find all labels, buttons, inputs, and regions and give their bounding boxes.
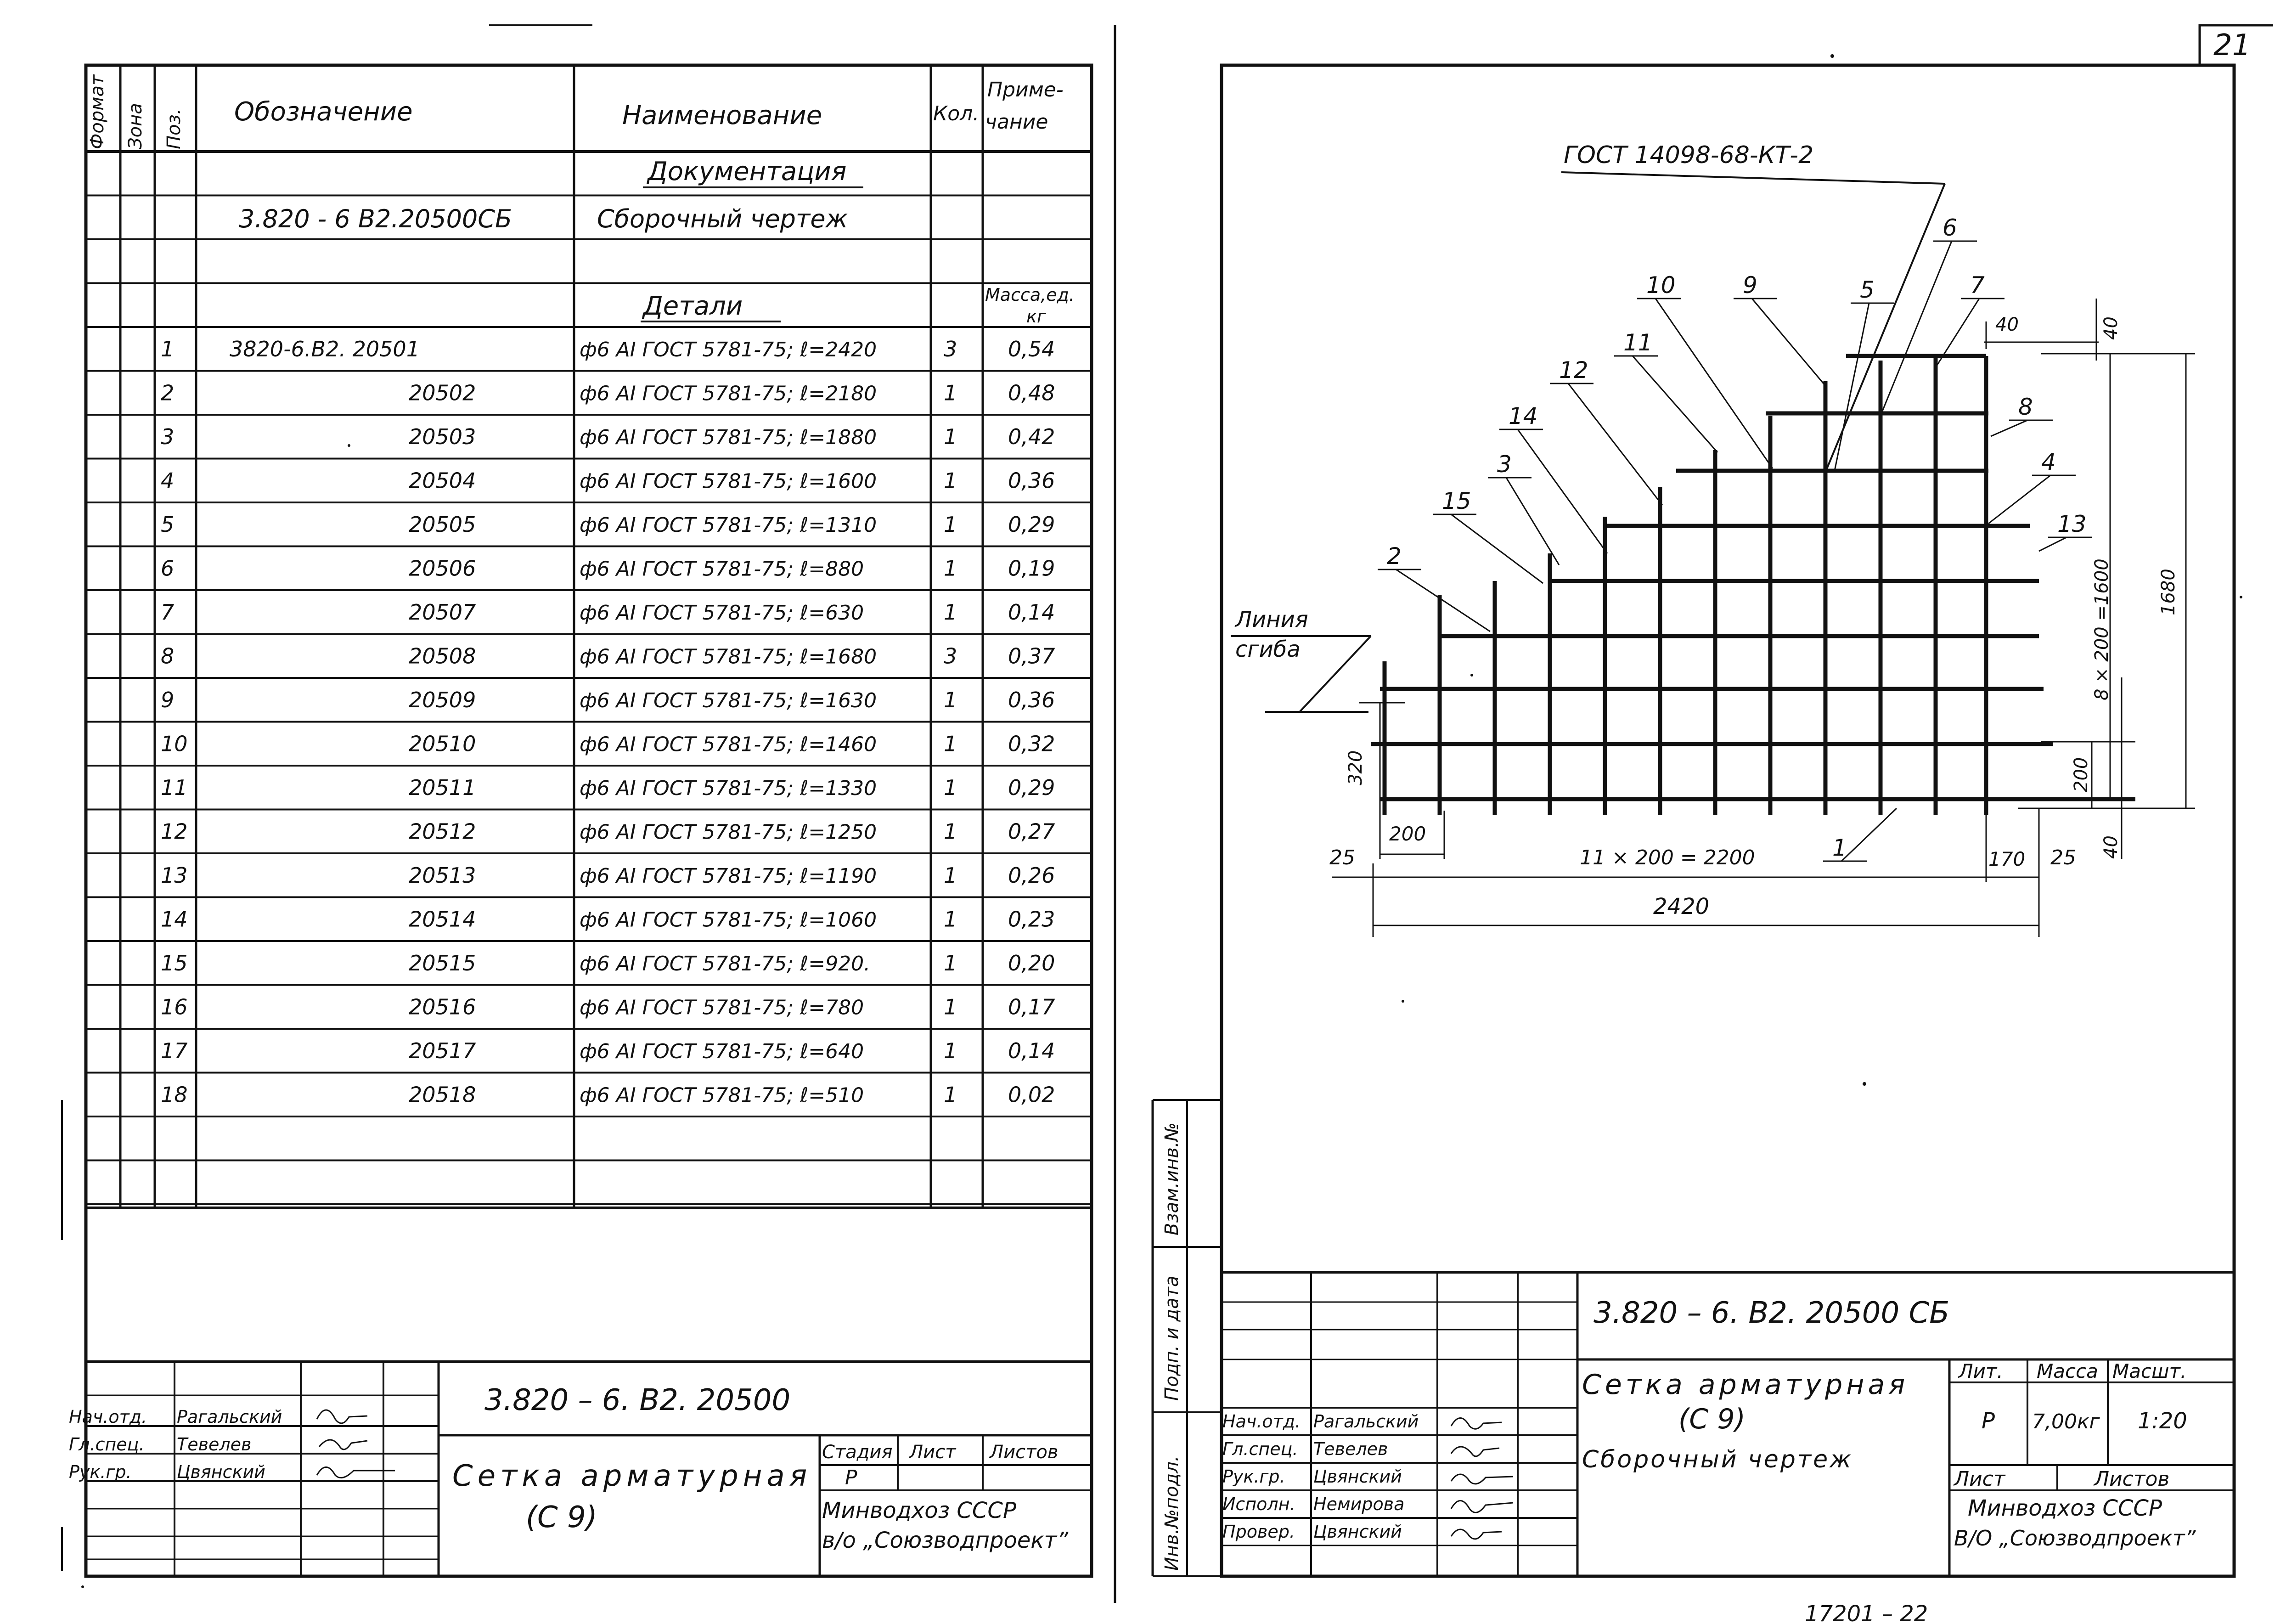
header-qty: Кол.	[933, 102, 980, 125]
right-name-3: Цвянский	[1313, 1466, 1402, 1487]
left-name-3: Цвянский	[177, 1462, 265, 1482]
stamp-sign-date: Подп. и дата	[1161, 1275, 1182, 1401]
leader-line	[1518, 429, 1607, 553]
spec-row	[161, 775, 1055, 800]
row-name: ф6 АI ГОСТ 5781-75; ℓ=2420	[580, 338, 877, 361]
row-designation: 20511	[409, 775, 476, 800]
row-mass: 0,32	[1008, 731, 1055, 756]
row-mass: 0,27	[1008, 819, 1055, 844]
position-label: 14	[1509, 403, 1538, 429]
position-label: 5	[1860, 276, 1875, 303]
row-qty: 1	[944, 775, 957, 800]
mass-header-1: Масса,ед.	[985, 285, 1075, 305]
row-pos: 11	[161, 775, 188, 800]
header-note-2: чание	[985, 110, 1048, 134]
spec-row	[161, 732, 1055, 756]
left-title-1: Сетка арматурная	[452, 1459, 812, 1493]
row-mass: 0,23	[1008, 907, 1055, 932]
right-org-2: В/О „Союзводпроект”	[1954, 1526, 2196, 1551]
left-stage-header: Стадия	[822, 1442, 893, 1463]
row-qty: 1	[944, 600, 957, 625]
spec-row	[161, 688, 1055, 712]
header-pos: Поз.	[163, 108, 185, 149]
leader-line	[1988, 475, 2050, 524]
specification-sheet	[69, 65, 1092, 1576]
position-label: 13	[2057, 511, 2087, 537]
spec-row	[161, 556, 1055, 581]
row-mass: 0,54	[1008, 337, 1055, 361]
row-mass: 0,20	[1008, 951, 1055, 976]
dim-200-bottom: 200	[1389, 823, 1426, 845]
doc-name: Сборочный чертеж	[597, 204, 848, 233]
gost-label: ГОСТ 14098-68-КТ-2	[1564, 141, 1814, 169]
row-designation: 20515	[409, 951, 476, 976]
row-name: ф6 АI ГОСТ 5781-75; ℓ=1330	[580, 777, 877, 800]
row-pos: 13	[161, 863, 188, 888]
row-qty: 1	[944, 556, 957, 581]
left-title-2: (С 9)	[526, 1500, 597, 1534]
position-label: 3	[1497, 451, 1512, 478]
stamp-inv-orig: Инв.№подл.	[1161, 1455, 1182, 1571]
header-format: Формат	[87, 74, 108, 149]
dim-25-right: 25	[2050, 846, 2076, 869]
row-name: ф6 АI ГОСТ 5781-75; ℓ=1190	[580, 864, 877, 888]
signature-2	[319, 1440, 367, 1449]
position-label: 4	[2041, 449, 2056, 475]
row-designation: 20514	[409, 907, 476, 932]
row-designation: 20516	[409, 994, 476, 1020]
right-scale: 1:20	[2138, 1408, 2187, 1434]
leader-line	[2039, 537, 2066, 551]
row-mass: 0,26	[1008, 863, 1055, 888]
row-designation: 20502	[409, 380, 476, 406]
row-pos: 12	[161, 819, 188, 844]
row-pos: 1	[161, 337, 175, 361]
row-mass: 0,14	[1008, 600, 1055, 625]
row-qty: 3	[944, 643, 957, 669]
row-qty: 1	[944, 1082, 957, 1107]
dim-8x200: 8 × 200 =1600	[2091, 558, 2112, 700]
row-designation: 20513	[409, 863, 476, 888]
dim-40-bottom: 40	[2100, 835, 2122, 859]
spec-row	[161, 512, 1055, 537]
spec-row	[161, 424, 1055, 449]
position-label: 6	[1943, 214, 1957, 241]
leader-line	[1451, 514, 1543, 583]
right-signature-5	[1451, 1529, 1502, 1539]
mass-header-2: кг	[1026, 306, 1046, 327]
position-label: 2	[1387, 543, 1402, 570]
row-mass: 0,29	[1008, 512, 1055, 537]
row-designation: 20505	[409, 512, 476, 537]
position-label: 12	[1559, 357, 1588, 383]
position-label: 10	[1646, 272, 1676, 299]
row-mass: 0,37	[1008, 643, 1055, 669]
drawing-frame	[1222, 65, 2234, 1576]
right-role-1: Нач.отд.	[1222, 1411, 1301, 1432]
right-title-2: (С 9)	[1678, 1403, 1745, 1435]
row-mass: 0,48	[1008, 380, 1055, 406]
leader-line	[1991, 420, 2027, 436]
spec-row	[161, 819, 1055, 844]
row-mass: 0,29	[1008, 775, 1055, 800]
right-name-2: Тевелев	[1313, 1439, 1388, 1459]
right-signature-1	[1451, 1418, 1502, 1429]
row-designation: 3820-6.В2. 20501	[230, 337, 420, 361]
left-role-1: Нач.отд.	[69, 1407, 147, 1427]
position-label: 9	[1743, 272, 1757, 299]
leader-line	[1506, 478, 1559, 565]
row-qty: 1	[944, 424, 957, 449]
row-name: ф6 АI ГОСТ 5781-75; ℓ=1600	[580, 469, 877, 493]
section-documentation: Документация	[648, 157, 847, 186]
spec-row	[161, 644, 1055, 669]
spec-row	[161, 995, 1055, 1020]
spec-row	[161, 468, 1055, 493]
row-name: ф6 АI ГОСТ 5781-75; ℓ=1880	[580, 426, 877, 449]
header-name: Наименование	[622, 101, 822, 130]
row-qty: 1	[944, 907, 957, 932]
doc-designation: 3.820 - 6 В2.20500СБ	[239, 204, 512, 233]
page-number: 21	[2213, 28, 2251, 62]
header-designation: Обозначение	[234, 97, 413, 127]
leader-line	[1396, 570, 1490, 632]
left-name-2: Тевелев	[177, 1434, 252, 1455]
position-label: 15	[1442, 488, 1471, 514]
row-qty: 1	[944, 688, 957, 712]
right-code: 3.820 – 6. В2. 20500 СБ	[1593, 1296, 1950, 1330]
row-mass: 0,42	[1008, 424, 1055, 449]
right-title-block	[1222, 1272, 2234, 1576]
position-label: 11	[1623, 329, 1653, 356]
right-signature-2	[1451, 1447, 1499, 1456]
row-name: ф6 АI ГОСТ 5781-75; ℓ=1460	[580, 733, 877, 756]
row-qty: 3	[944, 337, 957, 361]
row-mass: 0,17	[1008, 994, 1055, 1020]
row-qty: 1	[944, 468, 957, 493]
leader-line	[1841, 808, 1897, 861]
right-title-1: Сетка арматурная	[1582, 1369, 1909, 1401]
signature-1	[317, 1410, 367, 1423]
left-org-1: Минводхоз СССР	[822, 1498, 1016, 1523]
row-pos: 6	[161, 556, 175, 581]
left-role-3: Рук.гр.	[69, 1462, 132, 1482]
leader-line	[1655, 299, 1773, 468]
spec-row	[161, 863, 1055, 888]
left-sheets-header: Листов	[990, 1442, 1059, 1463]
row-pos: 14	[161, 907, 188, 932]
right-title-3: Сборочный чертеж	[1582, 1446, 1853, 1473]
row-qty: 1	[944, 512, 957, 537]
row-name: ф6 АI ГОСТ 5781-75; ℓ=880	[580, 557, 864, 581]
right-sheet-header: Лист	[1954, 1467, 2005, 1491]
right-mass-header: Масса	[2037, 1360, 2098, 1382]
dim-2420: 2420	[1653, 894, 1710, 919]
leader-line	[1835, 303, 1869, 471]
row-name: ф6 АI ГОСТ 5781-75; ℓ=2180	[580, 382, 877, 406]
row-pos: 2	[161, 380, 175, 406]
right-lit: Р	[1982, 1408, 1995, 1434]
left-org-2: в/о „Союзводпроект”	[822, 1528, 1069, 1553]
row-name: ф6 АI ГОСТ 5781-75; ℓ=1060	[580, 908, 877, 932]
right-signature-3	[1451, 1474, 1513, 1484]
row-qty: 1	[944, 819, 957, 844]
row-designation: 20504	[409, 468, 476, 493]
row-designation: 20510	[409, 731, 476, 756]
spec-row	[161, 337, 1055, 361]
right-role-5: Провер.	[1222, 1522, 1295, 1542]
row-name: ф6 АI ГОСТ 5781-75; ℓ=640	[580, 1040, 864, 1063]
row-name: ф6 АI ГОСТ 5781-75; ℓ=1250	[580, 820, 877, 844]
dim-170: 170	[1988, 848, 2026, 870]
row-designation: 20512	[409, 819, 476, 844]
row-pos: 5	[161, 512, 175, 537]
row-qty: 1	[944, 380, 957, 406]
row-pos: 16	[161, 994, 188, 1020]
row-mass: 0,36	[1008, 468, 1055, 493]
dim-1680: 1680	[2158, 569, 2179, 615]
right-org-1: Минводхоз СССР	[1968, 1495, 2162, 1521]
left-code: 3.820 – 6. В2. 20500	[484, 1383, 791, 1417]
row-qty: 1	[944, 1038, 957, 1063]
left-stage: Р	[845, 1466, 857, 1489]
row-qty: 1	[944, 994, 957, 1020]
right-role-3: Рук.гр.	[1222, 1466, 1285, 1487]
row-pos: 17	[161, 1038, 188, 1063]
spec-row	[161, 951, 1055, 976]
mesh-drawing	[1231, 141, 2195, 937]
right-mass: 7,00кг	[2032, 1410, 2100, 1433]
row-name: ф6 АI ГОСТ 5781-75; ℓ=1310	[580, 513, 877, 537]
spec-row	[161, 1038, 1055, 1063]
leader-line	[1568, 383, 1662, 505]
row-designation: 20506	[409, 556, 476, 581]
row-pos: 3	[161, 424, 175, 449]
row-qty: 1	[944, 863, 957, 888]
row-designation: 20503	[409, 424, 476, 449]
spec-row	[161, 381, 1055, 406]
right-role-4: Исполн.	[1222, 1494, 1295, 1514]
left-role-2: Гл.спец.	[69, 1434, 145, 1455]
right-name-1: Рагальский	[1313, 1411, 1419, 1432]
right-role-2: Гл.спец.	[1222, 1439, 1298, 1459]
dim-2200: 11 × 200 = 2200	[1580, 846, 1755, 869]
row-name: ф6 АI ГОСТ 5781-75; ℓ=1680	[580, 645, 877, 669]
right-name-5: Цвянский	[1313, 1522, 1402, 1542]
header-zone: Зона	[125, 103, 146, 149]
row-mass: 0,14	[1008, 1038, 1055, 1063]
row-designation: 20517	[409, 1038, 476, 1063]
row-pos: 9	[161, 688, 175, 712]
dim-200-right: 200	[2071, 757, 2092, 792]
right-lit-header: Лит.	[1959, 1360, 2003, 1382]
row-mass: 0,19	[1008, 556, 1055, 581]
row-pos: 15	[161, 951, 188, 976]
header-note-1: Приме-	[987, 78, 1064, 102]
dim-40-top: 40	[2100, 316, 2122, 340]
left-title-block	[69, 1362, 1092, 1576]
row-qty: 1	[944, 951, 957, 976]
fold-line-label-1: Линия	[1235, 607, 1308, 632]
row-mass: 0,02	[1008, 1082, 1055, 1107]
dim-40-corner: 40	[1995, 314, 2019, 335]
row-designation: 20509	[409, 688, 476, 712]
row-name: ф6 АI ГОСТ 5781-75; ℓ=920.	[580, 952, 871, 976]
row-name: ф6 АI ГОСТ 5781-75; ℓ=510	[580, 1083, 864, 1107]
row-pos: 10	[161, 731, 188, 756]
row-name: ф6 АI ГОСТ 5781-75; ℓ=630	[580, 601, 864, 625]
right-scale-header: Масшт.	[2112, 1360, 2187, 1382]
dim-25-left: 25	[1329, 846, 1355, 869]
left-name-1: Рагальский	[177, 1407, 282, 1427]
row-mass: 0,36	[1008, 688, 1055, 712]
bottom-number: 17201 – 22	[1805, 1601, 1928, 1624]
row-designation: 20508	[409, 643, 476, 669]
right-name-4: Немирова	[1313, 1494, 1405, 1514]
spec-row	[161, 907, 1055, 932]
section-parts: Детали	[643, 291, 743, 321]
row-qty: 1	[944, 731, 957, 756]
row-pos: 4	[161, 468, 175, 493]
right-signature-4	[1451, 1501, 1513, 1513]
left-sheet-header: Лист	[909, 1442, 956, 1463]
row-designation: 20507	[409, 600, 476, 625]
spec-row	[161, 600, 1055, 625]
row-name: ф6 АI ГОСТ 5781-75; ℓ=780	[580, 996, 864, 1020]
row-designation: 20518	[409, 1082, 476, 1107]
drawing-sheet-right	[1153, 25, 2273, 1624]
row-pos: 8	[161, 643, 175, 669]
row-pos: 18	[161, 1082, 188, 1107]
row-name: ф6 АI ГОСТ 5781-75; ℓ=1630	[580, 689, 877, 712]
row-pos: 7	[161, 600, 175, 625]
position-label: 8	[2018, 394, 2033, 420]
leader-line	[1881, 241, 1952, 416]
fold-line-label-2: сгиба	[1235, 637, 1301, 662]
spec-row	[161, 1083, 1055, 1107]
position-label: 1	[1832, 835, 1847, 861]
leader-line	[1752, 299, 1825, 386]
right-sheets-header: Листов	[2094, 1467, 2170, 1491]
position-label: 7	[1970, 272, 1985, 299]
dim-320: 320	[1345, 750, 1366, 785]
stamp-replace-inv: Взам.инв.№	[1161, 1122, 1182, 1235]
